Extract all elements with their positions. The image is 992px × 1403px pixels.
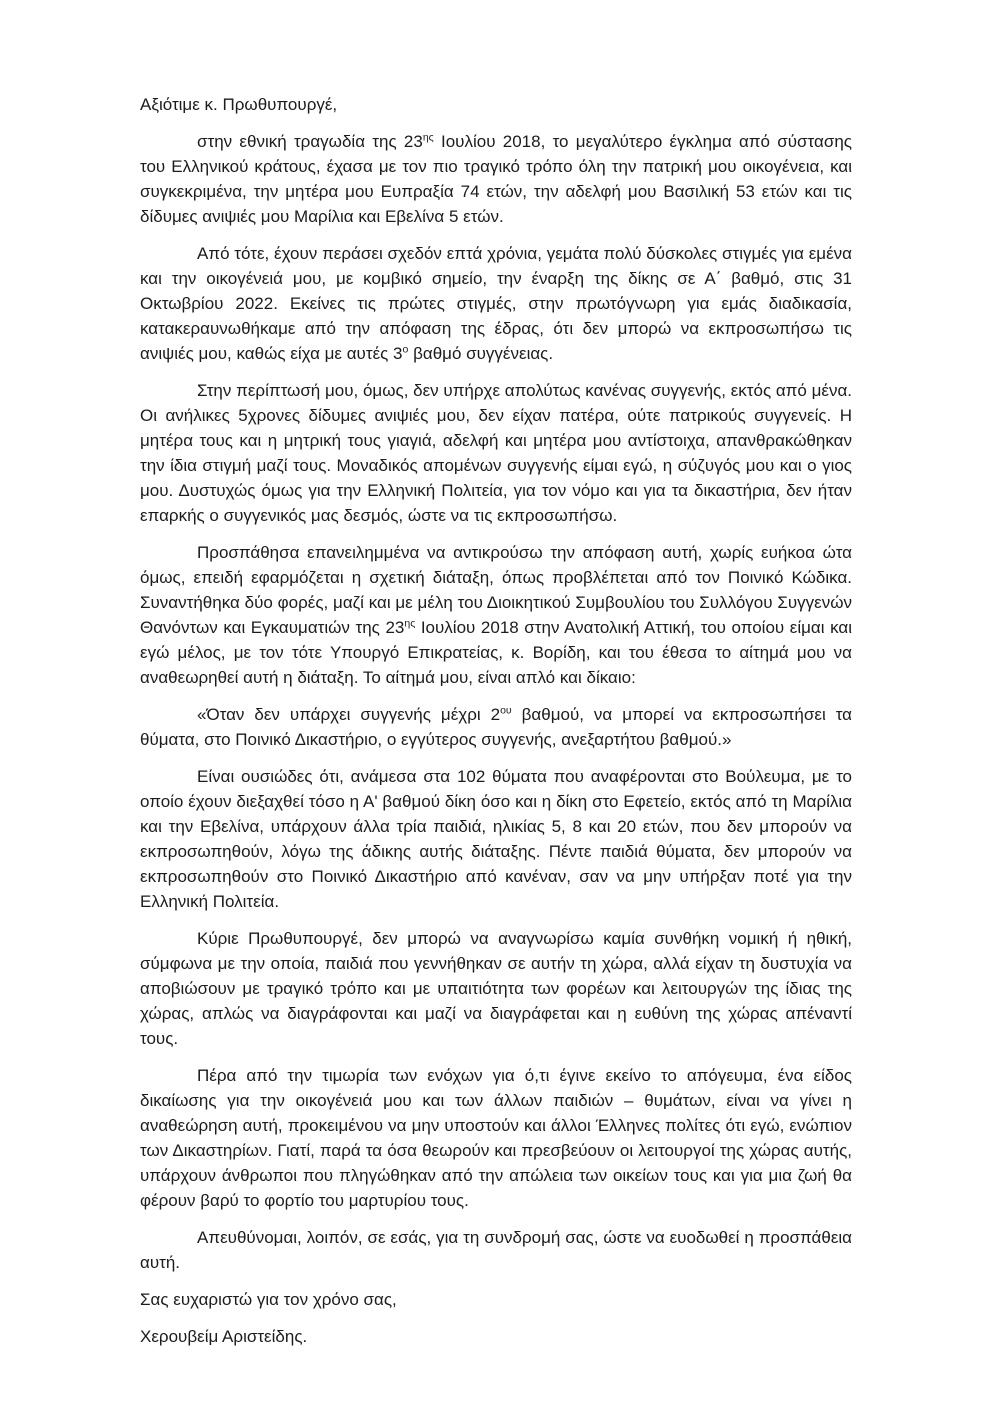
paragraph-appeal — [140, 1225, 852, 1275]
signature — [140, 1324, 852, 1349]
paragraph-text: «Όταν δεν υπάρχει συγγενής μέχρι 2 — [197, 705, 501, 724]
letter-body — [140, 129, 852, 1349]
paragraph-text: Είναι ουσιώδες ότι, ανάμεσα στα 102 θύματα που αναφέρονται στο Βούλευμα, με το οποίο έχουν διεξαχθεί τόσο η Α' βαθμού δίκη όσο και η δίκη στο Εφετείο, εκτός από τη Μαρίλια και την Εβελίνα, υπάρχουν άλλα τρία παιδιά, ηλικίας 5, 8 και 20 ετών, που δεν μπορούν να εκπροσωπηθούν, λόγω της άδικης αυτής διάταξης. Πέντε παιδιά θύματα, δεν μπορούν να εκπροσωπηθούν στο Ποινικό Δικαστήριο από κανέναν, σαν να μην υπήρξαν ποτέ για την Ελληνική Πολιτεία. — [140, 767, 852, 911]
paragraph-tragedy-loss — [140, 129, 852, 229]
paragraph-efforts-minister — [140, 540, 852, 690]
paragraph-justice-revision — [140, 1063, 852, 1213]
paragraph-text: στην εθνική τραγωδία της 23 — [197, 132, 423, 151]
closing-thanks — [140, 1287, 852, 1312]
paragraph-text: Στην περίπτωσή μου, όμως, δεν υπήρχε απολύτως κανένας συγγενής, εκτός από μένα. Οι ανήλικες 5χρονες δίδυμες ανιψιές μου, δεν είχαν πατέρα, ούτε πατρικούς συγγενείς. Η μητέρα τους και η μητρική τους γιαγιά, αδελφή και μητέρα μου αντίστοιχα, απανθρακώθηκαν την ίδια στιγμή μαζί τους. Μοναδικός απομένων συγγενής είμαι εγώ, η σύζυγός μου και ο γιος μου. Δυστυχώς όμως για την Ελληνική Πολιτεία, για τον νόμο και για τα δικαστήρια, δεν ήταν επαρκής ο συγγενικός μας δεσμός, ώστε να τις εκπροσωπήσω. — [140, 381, 853, 525]
paragraph-text: Προσπάθησα επανειλημμένα να αντικρούσω την απόφαση αυτή, χωρίς ευήκοα ώτα όμως, επειδή εφαρμόζεται η σχετική διάταξη, όπως προβλέπεται από τον Ποινικό Κώδικα. Συναντήθηκα δύο φορές, μαζί και με μέλη του Διοικητικού Συμβουλίου του Συλλόγου Συγγενών Θανόντων και Εγκαυματιών της 23 — [140, 543, 852, 637]
paragraph-text: Πέρα από την τιμωρία των ενόχων για ό,τι έγινε εκείνο το απόγευμα, ένα είδος δικαίωσης για την οικογένειά μου και των άλλων παιδιών – θυμάτων, είναι να γίνει η αναθεώρηση αυτή, προκειμένου να μην υποστούν και άλλοι Έλληνες πολίτες ότι εγώ, ενώπιον των Δικαστηρίων. Γιατί, παρά τα όσα θεωρούν και πρεσβεύουν οι λειτουργοί της χώρας αυτής, υπάρχουν άνθρωποι που πληγώθηκαν από την απώλεια των οικείων τους και για μια ζωή θα φέρουν βαρύ το φορτίο του μαρτυρίου τους. — [140, 1066, 852, 1210]
paragraph-trial-start — [140, 241, 852, 366]
superscript-ordinal: ο — [402, 343, 409, 356]
paragraph-no-relatives — [140, 378, 852, 528]
paragraph-text: Ιουλίου 2018, το μεγαλύτερο έγκλημα από σύστασης του Ελληνικού κράτους, έχασα με τον πιο τραγικό τρόπο όλη την πατρική μου οικογένεια, και συγκεκριμένα, την μητέρα μου Ευπραξία 74 ετών, την αδελφή μου Βασιλική 53 ετών και τις δίδυμες ανιψιές μου Μαρίλια και Εβελίνα 5 ετών. — [140, 132, 852, 226]
paragraph-text: Σας ευχαριστώ για τον χρόνο σας, — [140, 1290, 397, 1309]
paragraph-text: Από τότε, έχουν περάσει σχεδόν επτά χρόνια, γεμάτα πολύ δύσκολες στιγμές για εμένα και την οικογένειά μου, με κομβικό σημείο, την έναρξη της δίκης σε Α΄ βαθμό, στις 31 Οκτωβρίου 2022. Εκείνες τις πρώτες στιγμές, στην πρωτόγνωρη για εμάς διαδικασία, κατακεραυνωθήκαμε από την απόφαση της έδρας, ότι δεν μπορώ να εκπροσωπήσω τις ανιψιές μου, καθώς είχα με αυτές 3 — [140, 244, 852, 363]
paragraph-text: βαθμό συγγένειας. — [408, 344, 554, 363]
superscript-ordinal: ης — [404, 617, 416, 630]
paragraph-no-condition — [140, 926, 852, 1051]
paragraph-request-quote — [140, 702, 852, 752]
superscript-ordinal: ου — [500, 704, 512, 717]
superscript-ordinal: ης — [422, 131, 434, 144]
paragraph-text: Χερουβείμ Αριστείδης. — [140, 1327, 308, 1346]
paragraph-text: Απευθύνομαι, λοιπόν, σε εσάς, για τη συνδρομή σας, ώστε να ευοδωθεί η προσπάθεια αυτή. — [140, 1228, 852, 1272]
paragraph-text: Ιουλίου 2018 στην Ανατολική Αττική, του οποίου είμαι και εγώ μέλος, με τον τότε Υπουργό Επικρατείας, κ. Βορίδη, και του έθεσα το αίτημά μου να αναθεωρηθεί αυτή η διάταξη. Το αίτημά μου, είναι απλό και δίκαιο: — [140, 618, 852, 687]
paragraph-102-victims — [140, 764, 852, 914]
paragraph-text: Κύριε Πρωθυπουργέ, δεν μπορώ να αναγνωρίσω καμία συνθήκη νομική ή ηθική, σύμφωνα με την οποία, παιδιά που γεννήθηκαν σε αυτήν τη χώρα, αλλά είχαν τη δυστυχία να αποβιώσουν με τραγικό τρόπο και με υπαιτιότητα των φορέων και λειτουργών της ίδιας της χώρας, απλώς να διαγράφονται και μαζί να διαγράφεται και η ευθύνη της χώρας απέναντί τους. — [140, 929, 852, 1048]
paragraph-text: βαθμού, να μπορεί να εκπροσωπήσει τα θύματα, στο Ποινικό Δικαστήριο, ο εγγύτερος συγγενής, ανεξαρτήτου βαθμού.» — [140, 705, 853, 749]
salutation: Αξιότιμε κ. Πρωθυπουργέ, — [140, 95, 338, 114]
